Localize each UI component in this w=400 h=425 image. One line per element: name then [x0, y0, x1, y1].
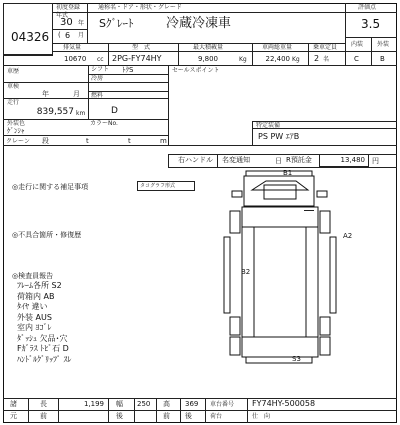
capacity-unit: 名	[323, 56, 330, 63]
inspector-report	[17, 281, 157, 365]
mark-b2: B2	[241, 268, 251, 276]
left-mirror	[232, 191, 242, 197]
footer-spec-label-1: 諸	[10, 400, 17, 408]
month-value: 6	[65, 31, 71, 40]
month-unit: 月	[78, 32, 85, 39]
month-open-paren: (	[58, 31, 61, 39]
lot-number-box	[3, 3, 53, 55]
name-change-value: 日	[275, 157, 282, 165]
cargo-box	[242, 207, 318, 357]
inspection-year-unit: 年	[42, 90, 49, 98]
gross-weight-value: 22,400	[265, 55, 290, 63]
color-value: ｹﾞﾝｼｬ	[7, 127, 25, 135]
footer-rear2-label: 後	[185, 412, 192, 420]
wheel-front-left	[230, 211, 240, 233]
origin-label: 仕 向	[252, 413, 271, 420]
first-reg-label: 初度登録	[56, 4, 81, 11]
footer-front-label: 前	[40, 412, 47, 420]
eval-label: 評価点	[358, 4, 377, 11]
crane-label: クレーン	[6, 138, 30, 145]
wheel-rear-left-1	[230, 317, 240, 335]
footer-height: 369	[185, 400, 199, 408]
wheel-rear-left-2	[230, 337, 240, 355]
era-label: 年式	[56, 12, 69, 19]
exterior-label: 外装	[377, 41, 390, 48]
inspector-label: ◎検査員報告	[12, 272, 54, 280]
cab-roof	[264, 185, 296, 199]
report-line: ﾌﾚｰﾑ各所 S2	[17, 281, 62, 290]
footer-length: 1,199	[83, 400, 104, 408]
equipment-label: 特定装備	[256, 122, 281, 129]
handle-value: 右ハンドル	[178, 156, 213, 164]
recycle-label: R預託金	[286, 156, 312, 164]
recycle-unit: 円	[372, 157, 379, 165]
gross-weight-label: 車両総重量	[262, 44, 293, 51]
crane-m-unit: m	[160, 137, 167, 145]
mark-a2: A2	[343, 232, 353, 240]
footer-rear-label: 後	[116, 412, 123, 420]
tacho-label: タコグラフ形式	[140, 183, 176, 189]
truck-diagram	[218, 167, 348, 372]
rear-bumper	[246, 357, 312, 363]
shift-value: ﾄｸS	[122, 66, 134, 74]
report-line: ﾀｲﾔ 違い	[17, 302, 48, 311]
report-line: 室内 ﾖｺﾞﾚ	[17, 323, 52, 332]
footer-front2-label: 前	[163, 412, 170, 420]
wheel-rear-right-2	[320, 337, 330, 355]
chassis-label: 車台番号	[210, 401, 235, 408]
grade-value: Sｸﾞﾚｰﾄ	[99, 17, 134, 30]
lot-number: 04326	[11, 30, 50, 44]
mechanical-label: ◎走行に関する補足事項	[12, 183, 89, 191]
exterior-grade: B	[380, 55, 385, 63]
fuel-label: 燃料	[91, 92, 104, 99]
mileage-value: 839,557	[36, 107, 74, 117]
shift-label: シフト	[91, 66, 110, 73]
inspection-month-unit: 月	[73, 90, 80, 98]
footer-height-label: 高	[163, 400, 170, 408]
vehicle-name-label: 通称名・ドア・形状・グレード	[98, 4, 182, 11]
year-unit: 年	[78, 20, 85, 27]
max-load-value: 9,800	[197, 55, 218, 63]
model-label: 型 式	[132, 44, 151, 51]
mileage-label: 走行	[7, 99, 20, 106]
ac-label: 冷房	[91, 75, 104, 82]
defects-label: ◎不具合箇所・修復歴	[12, 231, 82, 239]
capacity-value: 2	[314, 54, 320, 63]
equipment-value: PS PW ｴｱB	[258, 132, 300, 141]
report-line: Fｶﾞﾗｽ ﾄﾋﾞ石 D	[17, 344, 69, 353]
name-change-label: 名変通知	[222, 156, 250, 164]
color-label: 外装色	[7, 120, 26, 127]
chassis-number: FY74HY-500058	[252, 399, 316, 408]
model-value: 2PG-FY74HY	[112, 54, 162, 63]
capacity-label: 乗車定員	[313, 44, 338, 51]
crane-ton2-unit: t	[128, 137, 131, 145]
year-value: 30	[60, 17, 73, 28]
footer-length-label: 長	[40, 400, 47, 408]
max-load-label: 最大積載量	[193, 44, 224, 51]
mileage-unit: km	[76, 110, 86, 117]
displacement-value: 10670	[64, 55, 87, 63]
right-mirror	[317, 191, 327, 197]
displacement-unit: cc	[97, 56, 104, 63]
report-line: ﾊﾝﾄﾞﾙｸﾞﾘｯﾌﾟ ｽﾚ	[17, 354, 72, 364]
recycle-value: 13,480	[340, 156, 365, 164]
fuel-value: D	[111, 106, 118, 116]
color-no-label: カラーNo.	[90, 120, 118, 127]
interior-label: 内装	[351, 41, 364, 48]
footer-bed-label: 荷台	[210, 413, 223, 420]
displacement-label: 排気量	[63, 44, 82, 51]
crane-ton-unit: t	[86, 137, 89, 145]
gross-weight-unit: Kg	[292, 56, 300, 63]
crane-stage-unit: 段	[42, 137, 49, 145]
inspection-label: 車検	[7, 83, 20, 90]
mark-s3: S3	[292, 355, 301, 363]
wheel-front-right	[320, 211, 330, 233]
report-line: 荷箱内 AB	[17, 291, 55, 301]
max-load-unit: Kg	[239, 56, 247, 63]
footer-spec-label-2: 元	[10, 412, 17, 420]
report-line: 外装 AUS	[17, 312, 52, 322]
report-line: ﾀﾞｯｼｭ 欠品･穴	[17, 333, 68, 343]
footer-width: 250	[137, 400, 151, 408]
footer-width-label: 幅	[116, 400, 123, 408]
body-type-value: 冷蔵冷凍車	[166, 16, 232, 31]
history-label: 車歴	[7, 68, 20, 75]
score-value: 3.5	[361, 17, 381, 31]
sales-point-label: セールスポイント	[172, 67, 220, 74]
wheel-rear-right-1	[320, 317, 330, 335]
interior-grade: C	[354, 55, 359, 63]
mark-b1: B1	[283, 169, 293, 177]
front-bumper	[246, 171, 312, 176]
